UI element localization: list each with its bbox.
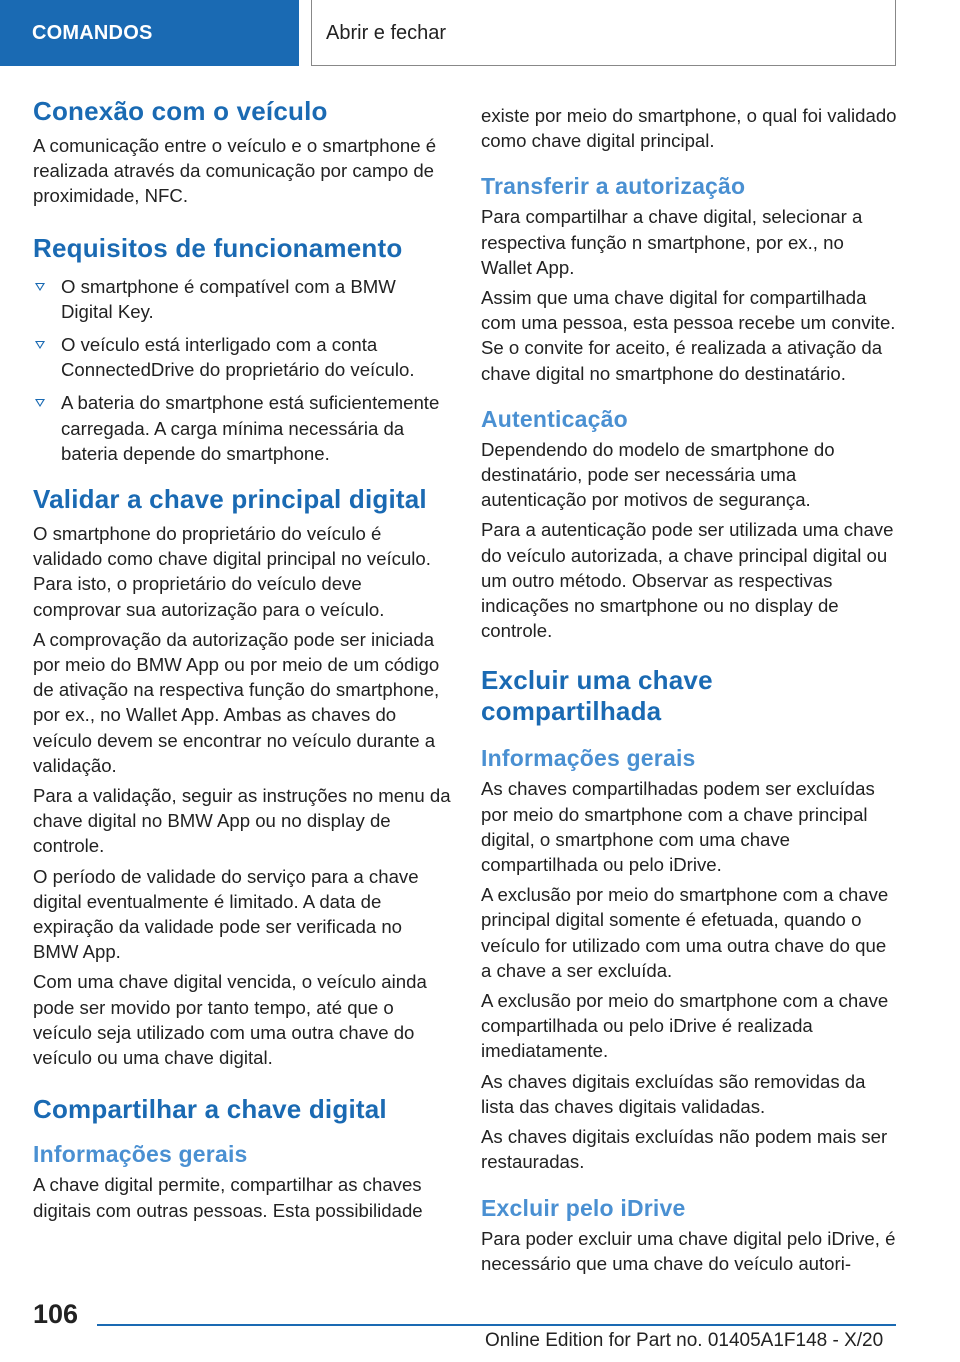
paragraph: Dependendo do modelo de smartphone do destinatário, pode ser necessária uma autenticação por motivos de segurança. (481, 438, 835, 511)
paragraph: O smartphone do proprietário do veículo é validado como chave digital principal no veículo. Para isto, o proprietário do veículo deve comprovar sua autorização para o veículo. (33, 523, 431, 620)
topic-tab: Abrir e fechar (311, 0, 896, 66)
triangle-bullet-icon (35, 341, 45, 349)
paragraph: Assim que uma chave digital for compartilhada com uma pessoa, esta pessoa recebe um convite. Se o convite for aceito, é realizada a ativação da chave digital no smartphone do destinatário. (481, 287, 896, 384)
list-item (33, 390, 451, 466)
edition-note: Online Edition for Part no. 01405A1F148 - X/20 (485, 1330, 884, 1351)
paragraph: A exclusão por meio do smartphone com a chave compartilhada ou pelo iDrive é realizada imediatamente. (481, 990, 889, 1062)
subheading-informacoes: Informações gerais (33, 1141, 248, 1168)
requirements-list (33, 274, 451, 466)
paragraph: O período de validade do serviço para a chave digital eventualmente é limitado. A data de expiração da validade pode ser verificada no BMW App. (33, 865, 419, 963)
list-item-text: A bateria do smartphone está suficientemente carregada. A carga mínima necessária da bateria depende do smartphone. (61, 392, 440, 464)
paragraph: Com uma chave digital vencida, o veículo ainda pode ser movido por tanto tempo, até que o veículo seja utilizado com uma outra chave do veículo ou uma chave digital. (33, 971, 427, 1069)
paragraph: existe por meio do smartphone, o qual foi validado como chave digital principal. (481, 105, 897, 152)
list-item (33, 332, 451, 382)
page-header (0, 0, 960, 66)
heading-transferir: Transferir a autorização (481, 173, 746, 200)
subheading-informacoes: Informações gerais (481, 745, 696, 772)
heading-autenticacao: Autenticação (481, 405, 628, 432)
heading-excluir-idrive: Excluir pelo iDrive (481, 1194, 686, 1221)
triangle-bullet-icon (35, 283, 45, 291)
right-column (481, 103, 899, 1281)
paragraph: As chaves digitais excluídas são removidas da lista das chaves digitais validadas. (481, 1070, 866, 1117)
list-item (33, 274, 451, 324)
paragraph: Para poder excluir uma chave digital pelo iDrive, é necessário que uma chave do veículo autori- (481, 1227, 896, 1274)
footer-divider (97, 1324, 896, 1326)
paragraph: A comunicação entre o veículo e o smartphone é realizada através da comunicação por campo de proximidade, NFC. (33, 135, 437, 207)
paragraph: As chaves compartilhadas podem ser excluídas por meio do smartphone com a chave principal digital, o smartphone com uma chave compartilhada ou pelo iDrive. (481, 778, 875, 876)
heading-validar: Validar a chave principal digital (33, 484, 427, 515)
heading-conexao: Conexão com o veículo (33, 96, 328, 126)
paragraph: Para a validação, seguir as instruções no menu da chave digital no BMW App ou no display de controle. (33, 785, 451, 857)
page-number: 106 (33, 1299, 79, 1329)
paragraph: A exclusão por meio do smartphone com a chave principal digital somente é efetuada, quando o veículo for utilizado com uma outra chave do que a chave a ser excluída. (481, 884, 889, 981)
paragraph: Para a autenticação pode ser utilizada uma chave do veículo autorizada, a chave principal digital ou um outro método. Observar as respectivas indicações no smartphone ou no display de controle. (481, 519, 894, 642)
paragraph: A comprovação da autorização pode ser iniciada por meio do BMW App ou por meio de um código de ativação na respectiva função do smartphone, por ex., no Wallet App. Ambas as chaves do veículo devem se encontrar no veículo durante a validação. (33, 628, 440, 776)
paragraph: Para compartilhar a chave digital, selecionar a respectiva função n smartphone, por ex., no Wallet App. (481, 206, 863, 278)
heading-requisitos: Requisitos de funcionamento (33, 232, 403, 263)
left-column (33, 96, 451, 1228)
list-item-text: O veículo está interligado com a conta ConnectedDrive do proprietário do veículo. (61, 334, 415, 381)
triangle-bullet-icon (35, 399, 45, 407)
heading-excluir: Excluir uma chave compartilhada (481, 665, 713, 727)
paragraph: As chaves digitais excluídas não podem mais ser restauradas. (481, 1126, 888, 1173)
section-tab: COMANDOS (0, 0, 299, 66)
heading-compartilhar: Compartilhar a chave digital (33, 1094, 387, 1125)
paragraph: A chave digital permite, compartilhar as chaves digitais com outras pessoas. Esta possibilidade (33, 1174, 423, 1221)
list-item-text: O smartphone é compatível com a BMW Digital Key. (61, 275, 396, 322)
